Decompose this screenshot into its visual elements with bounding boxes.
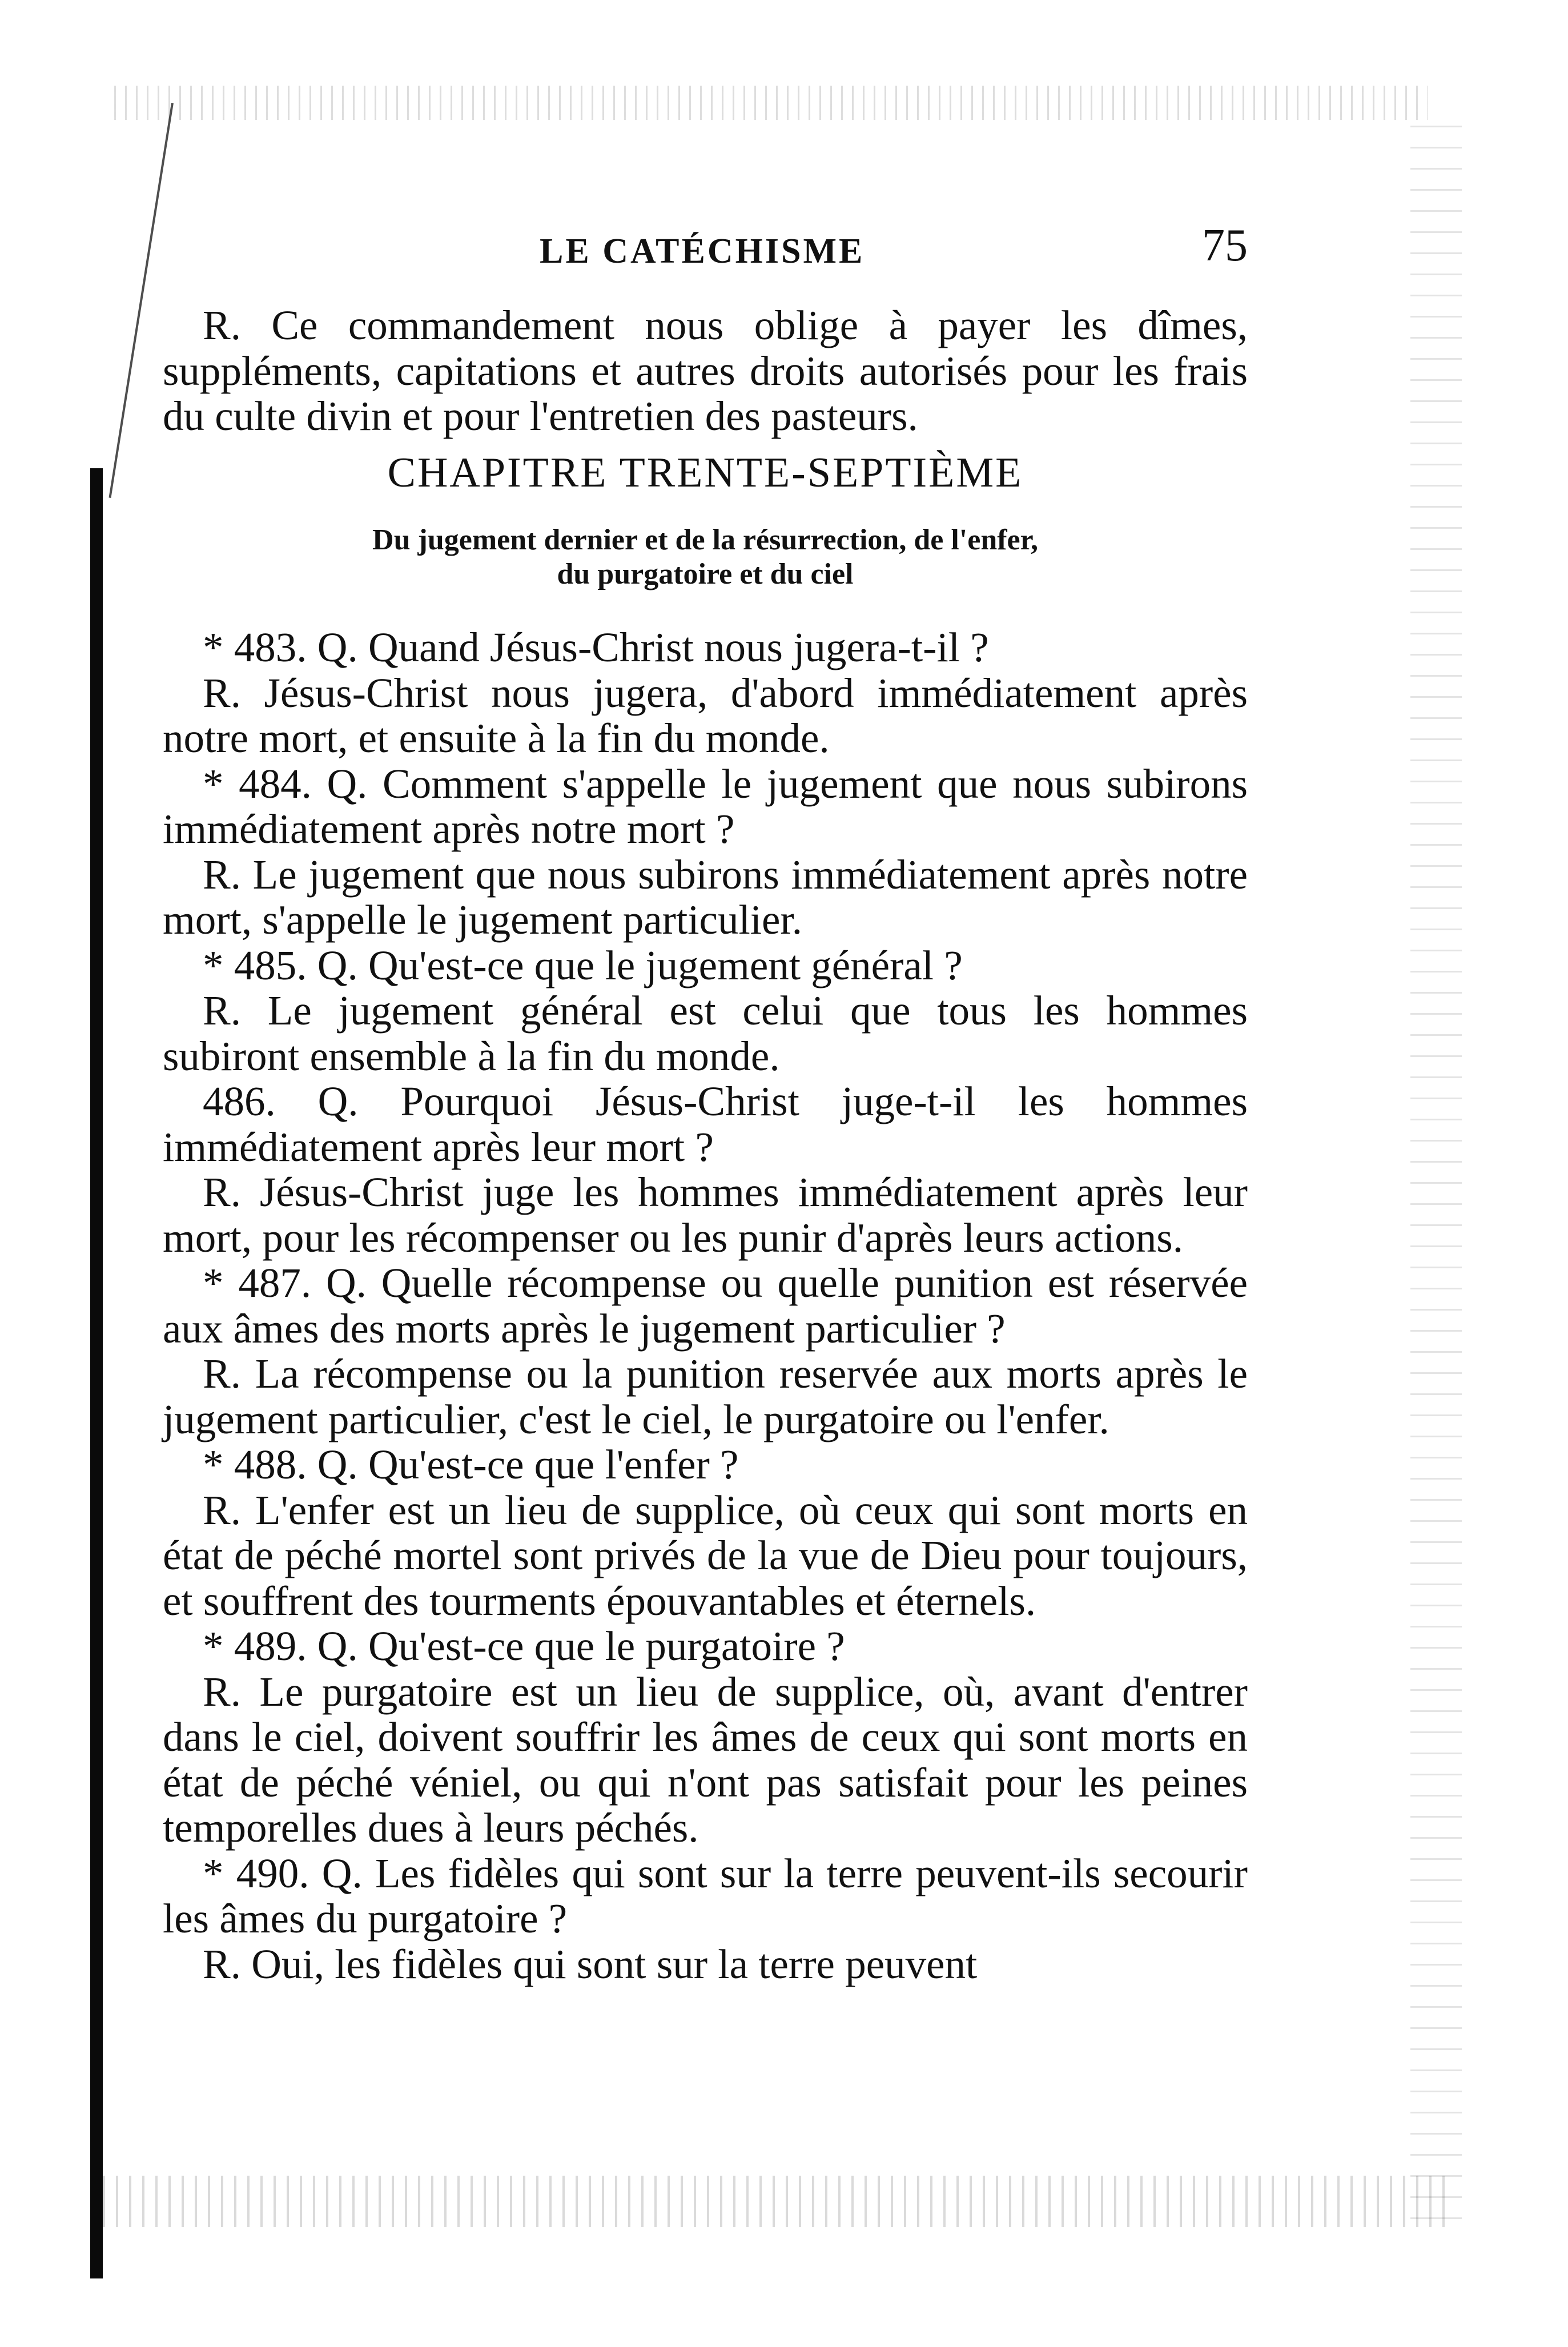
- chapter-title: CHAPITRE TRENTE-SEPTIÈME: [387, 449, 1023, 496]
- running-head: [163, 220, 1248, 277]
- text-block: [163, 303, 1248, 1987]
- answer-484: R. Le jugement que nous subirons immédiatement après notre mort, s'appelle le jugement particulier.: [163, 851, 1248, 943]
- answer-488: R. L'enfer est un lieu de supplice, où ceux qui sont morts en état de péché mortel sont privés de la vue de Dieu pour toujours, et souffrent des tourments épouvantables et éternels.: [163, 1486, 1248, 1624]
- question-486: 486. Q. Pourquoi Jésus-Christ juge-t-il les hommes immédiatement après leur mort ?: [163, 1078, 1248, 1170]
- page-number: 75: [1202, 220, 1248, 271]
- answer-486: R. Jésus-Christ juge les hommes immédiatement après leur mort, pour les récompenser ou les punir d'après leurs actions.: [163, 1169, 1248, 1261]
- question-484: * 484. Q. Comment s'appelle le jugement que nous subirons immédiatement après notre mort ?: [163, 760, 1248, 852]
- chapter-subtitle-line-1: Du jugement dernier et de la résurrection, de l'enfer,: [372, 524, 1038, 556]
- question-485: * 485. Q. Qu'est-ce que le jugement général ?: [203, 942, 963, 988]
- intro-answer: R. Ce commandement nous oblige à payer les dîmes, suppléments, capitations et autres droits autorisés pour les frais du culte divin et pour l'entretien des pasteurs.: [163, 302, 1248, 439]
- answer-490: R. Oui, les fidèles qui sont sur la terre peuvent: [203, 1940, 978, 1987]
- answer-483: R. Jésus-Christ nous jugera, d'abord immédiatement après notre mort, et ensuite à la fin du monde.: [163, 669, 1248, 761]
- question-488: * 488. Q. Qu'est-ce que l'enfer ?: [203, 1441, 739, 1488]
- running-title: LE CATÉCHISME: [540, 232, 865, 271]
- scan-noise-bottom: [103, 2176, 1445, 2227]
- scan-noise-right: [1410, 126, 1462, 2239]
- answer-489: R. Le purgatoire est un lieu de supplice, où, avant d'entrer dans le ciel, doivent souffrir les âmes de ceux qui sont morts en état de péché véniel, ou qui n'ont pas satisfait pour les peines temporelles dues à leurs péchés.: [163, 1668, 1248, 1851]
- question-487: * 487. Q. Quelle récompense ou quelle punition est réservée aux âmes des morts après le jugement particulier ?: [163, 1260, 1248, 1352]
- margin-bar: [90, 468, 103, 2278]
- question-489: * 489. Q. Qu'est-ce que le purgatoire ?: [203, 1623, 845, 1669]
- question-490: * 490. Q. Les fidèles qui sont sur la terre peuvent-ils secourir les âmes du purgatoire ?: [163, 1850, 1248, 1942]
- chapter-subtitle-line-2: du purgatoire et du ciel: [557, 558, 854, 590]
- answer-487: R. La récompense ou la punition reservée aux morts après le jugement particulier, c'est le ciel, le purgatoire ou l'enfer.: [163, 1351, 1248, 1442]
- answer-485: R. Le jugement général est celui que tous les hommes subiront ensemble à la fin du monde.: [163, 987, 1248, 1079]
- scan-noise-top: [114, 86, 1428, 120]
- question-483: * 483. Q. Quand Jésus-Christ nous jugera-t-il ?: [203, 624, 989, 670]
- chapter-subtitle: [163, 523, 1248, 592]
